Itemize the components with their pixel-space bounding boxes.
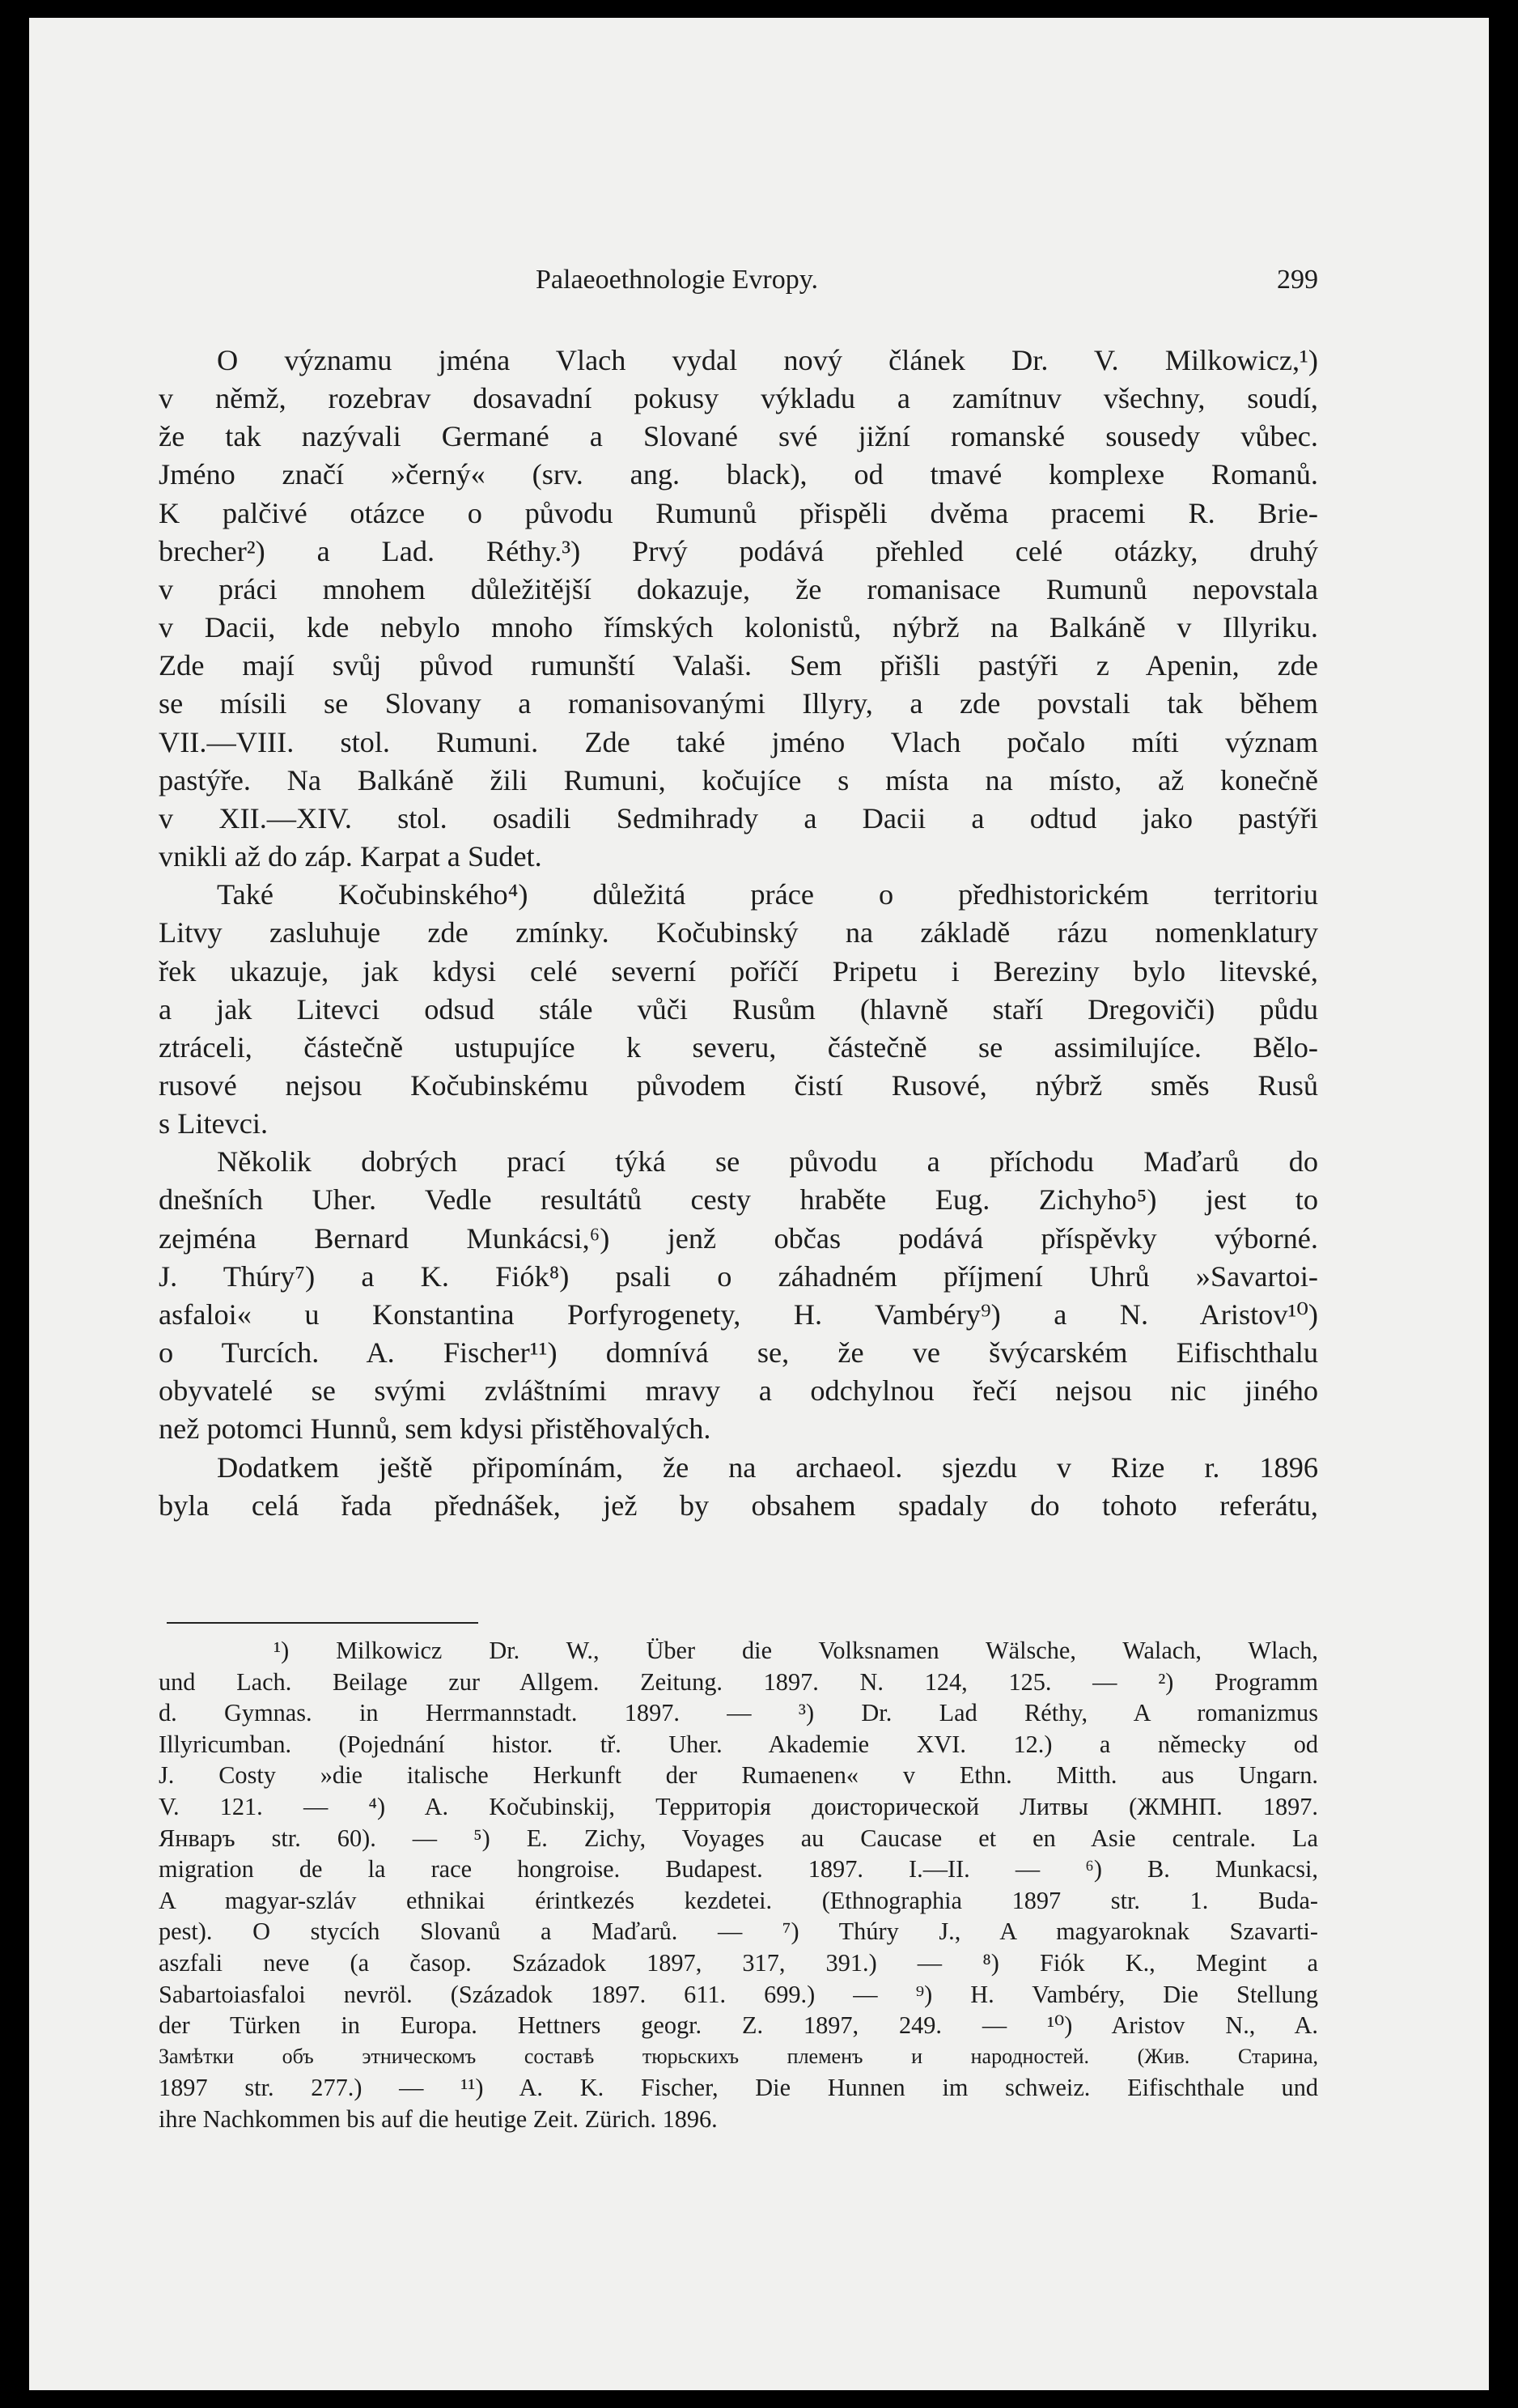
footnote-line: 1897 str. 277.) — ¹¹) A. K. Fischer, Die Hunnen im schweiz. Eifischthale und [159,2074,1318,2102]
body-line: zejména Bernard Munkácsi,⁶) jenž občas podává příspěvky výborné. [159,1221,1318,1255]
footnote-line: Январъ str. 60). — ⁵) E. Zichy, Voyages au Caucase et en Asie centrale. La [159,1824,1318,1852]
body-line: pastýře. Na Balkáně žili Rumuni, kočujíce s místa na místo, až konečně [159,763,1318,796]
footnote-line: der Türken in Europa. Hettners geogr. Z. 1897, 249. — ¹⁰) Aristov N., A. [159,2011,1318,2040]
body-line: dnešních Uher. Vedle resultátů cesty hraběte Eug. Zichyho⁵) jest to [159,1183,1318,1217]
body-line: Jméno značí »černý« (srv. ang. black), od tmavé komplexe Romanů. [159,458,1318,491]
body-line: v práci mnohem důležitější dokazuje, že romanisace Rumunů nepovstala [159,572,1318,605]
body-line: Dodatkem ještě připomínám, že na archaeol. sjezdu v Rize r. 1896 [217,1450,1318,1484]
page-number: 299 [1277,265,1318,295]
body-line: asfaloi« u Konstantina Porfyrogenety, H. Vambéry⁹) a N. Aristov¹⁰) [159,1297,1318,1331]
body-line: vnikli až do záp. Karpat a Sudet. [159,840,542,873]
footnote-line: Sabartoiasfaloi nevröl. (Századok 1897. 611. 699.) — ⁹) H. Vambéry, Die Stellung [159,1980,1318,2008]
body-line: obyvatelé se svými zvláštními mravy a odchylnou řečí nejsou nic jiného [159,1374,1318,1408]
footnote-line: migration de la race hongroise. Budapest. 1897. I.—II. — ⁶) B. Munkacsi, [159,1855,1318,1884]
body-line: VII.—VIII. stol. Rumuni. Zde také jméno Vlach počalo míti význam [159,725,1318,758]
running-title: Palaeoethnologie Evropy. [536,265,819,295]
body-line: ztráceli, částečně ustupujíce k severu, částečně se assimilujíce. Bělo- [159,1030,1318,1064]
footnote-line: J. Costy »die italische Herkunft der Rumaenen« v Ethn. Mitth. aus Ungarn. [159,1761,1318,1790]
body-line: v němž, rozebrav dosavadní pokusy výkladu a zamítnuv všechny, soudí, [159,382,1318,415]
body-line: s Litevci. [159,1107,269,1140]
body-line: řek ukazuje, jak kdysi celé severní poříčí Pripetu i Bereziny bylo litevské, [159,954,1318,987]
body-line: O významu jména Vlach vydal nový článek Dr. V. Milkowicz,¹) [217,344,1318,376]
body-line: Také Kočubinského⁴) důležitá práce o předhistorickém territoriu [217,878,1318,911]
footnote-divider [167,1622,478,1624]
footnote-line: Замѣтки объ этническомъ составѣ тюрьскихъ племенъ и народностей. (Жив. Старина, [159,2044,1318,2068]
body-line: byla celá řada přednášek, jež by obsahem spadaly do tohoto referátu, [159,1489,1318,1522]
body-line: J. Thúry⁷) a K. Fiók⁸) psali o záhadném příjmení Uhrů »Savartoi- [159,1259,1318,1293]
footnote-line: A magyar-szláv ethnikai érintkezés kezdetei. (Ethnographia 1897 str. 1. Buda- [159,1886,1318,1914]
footnotes [159,1635,1318,2135]
footnote-line: ¹) Milkowicz Dr. W., Über die Volksnamen Wälsche, Walach, Wlach, [273,1637,1318,1664]
body-line: se mísili se Slovany a romanisovanými Illyry, a zde povstali tak během [159,687,1318,720]
footnote-line: aszfali neve (a časop. Századok 1897, 317, 391.) — ⁸) Fiók K., Megint a [159,1948,1318,1977]
footnote-line: ihre Nachkommen bis auf die heutige Zeit. Zürich. 1896. [159,2104,718,2133]
body-line: a jak Litevci odsud stále vůči Rusům (hlavně staří Dregoviči) půdu [159,992,1318,1026]
body-line: K palčivé otázce o původu Rumunů přispěli dvěma pracemi R. Brie- [159,496,1318,529]
body-line: v XII.—XIV. stol. osadili Sedmihrady a Dacii a odtud jako pastýři [159,801,1318,835]
footnote-line: pest). O stycích Slovanů a Maďarů. — ⁷) Thúry J., A magyaroknak Szavarti- [159,1917,1318,1946]
body-line: že tak nazývali Germané a Slované své jižní romanské sousedy vůbec. [159,420,1318,453]
body-line: rusové nejsou Kočubinskému původem čistí Rusové, nýbrž směs Rusů [159,1068,1318,1102]
body-line: brecher²) a Lad. Réthy.³) Prvý podává přehled celé otázky, druhý [159,534,1318,567]
footnote-line: Illyricumban. (Pojednání histor. tř. Uher. Akademie XVI. 12.) a německy od [159,1730,1318,1758]
body-line: v Dacii, kde nebylo mnoho římských kolonistů, nýbrž na Balkáně v Illyriku. [159,611,1318,644]
body-line: o Turcích. A. Fischer¹¹) domnívá se, že ve švýcarském Eifischthalu [159,1336,1318,1370]
body-line: než potomci Hunnů, sem kdysi přistěhovalých. [159,1412,711,1446]
body-line: Zde mají svůj původ rumunští Valaši. Sem přišli pastýři z Apenin, zde [159,649,1318,682]
footnote-line: d. Gymnas. in Herrmannstadt. 1897. — ³) Dr. Lad Réthy, A romanizmus [159,1699,1318,1727]
footnote-line: V. 121. — ⁴) A. Kočubinskij, Территорія доисторической Литвы (ЖМНП. 1897. [159,1792,1318,1820]
body-line: Několik dobrých prací týká se původu a příchodu Maďarů do [217,1145,1318,1179]
body-line: Litvy zasluhuje zde zmínky. Kočubinský na základě rázu nomenklatury [159,916,1318,949]
footnote-line: und Lach. Beilage zur Allgem. Zeitung. 1897. N. 124, 125. — ²) Programm [159,1667,1318,1696]
body-text [159,342,1318,1525]
book-page [29,18,1489,2390]
